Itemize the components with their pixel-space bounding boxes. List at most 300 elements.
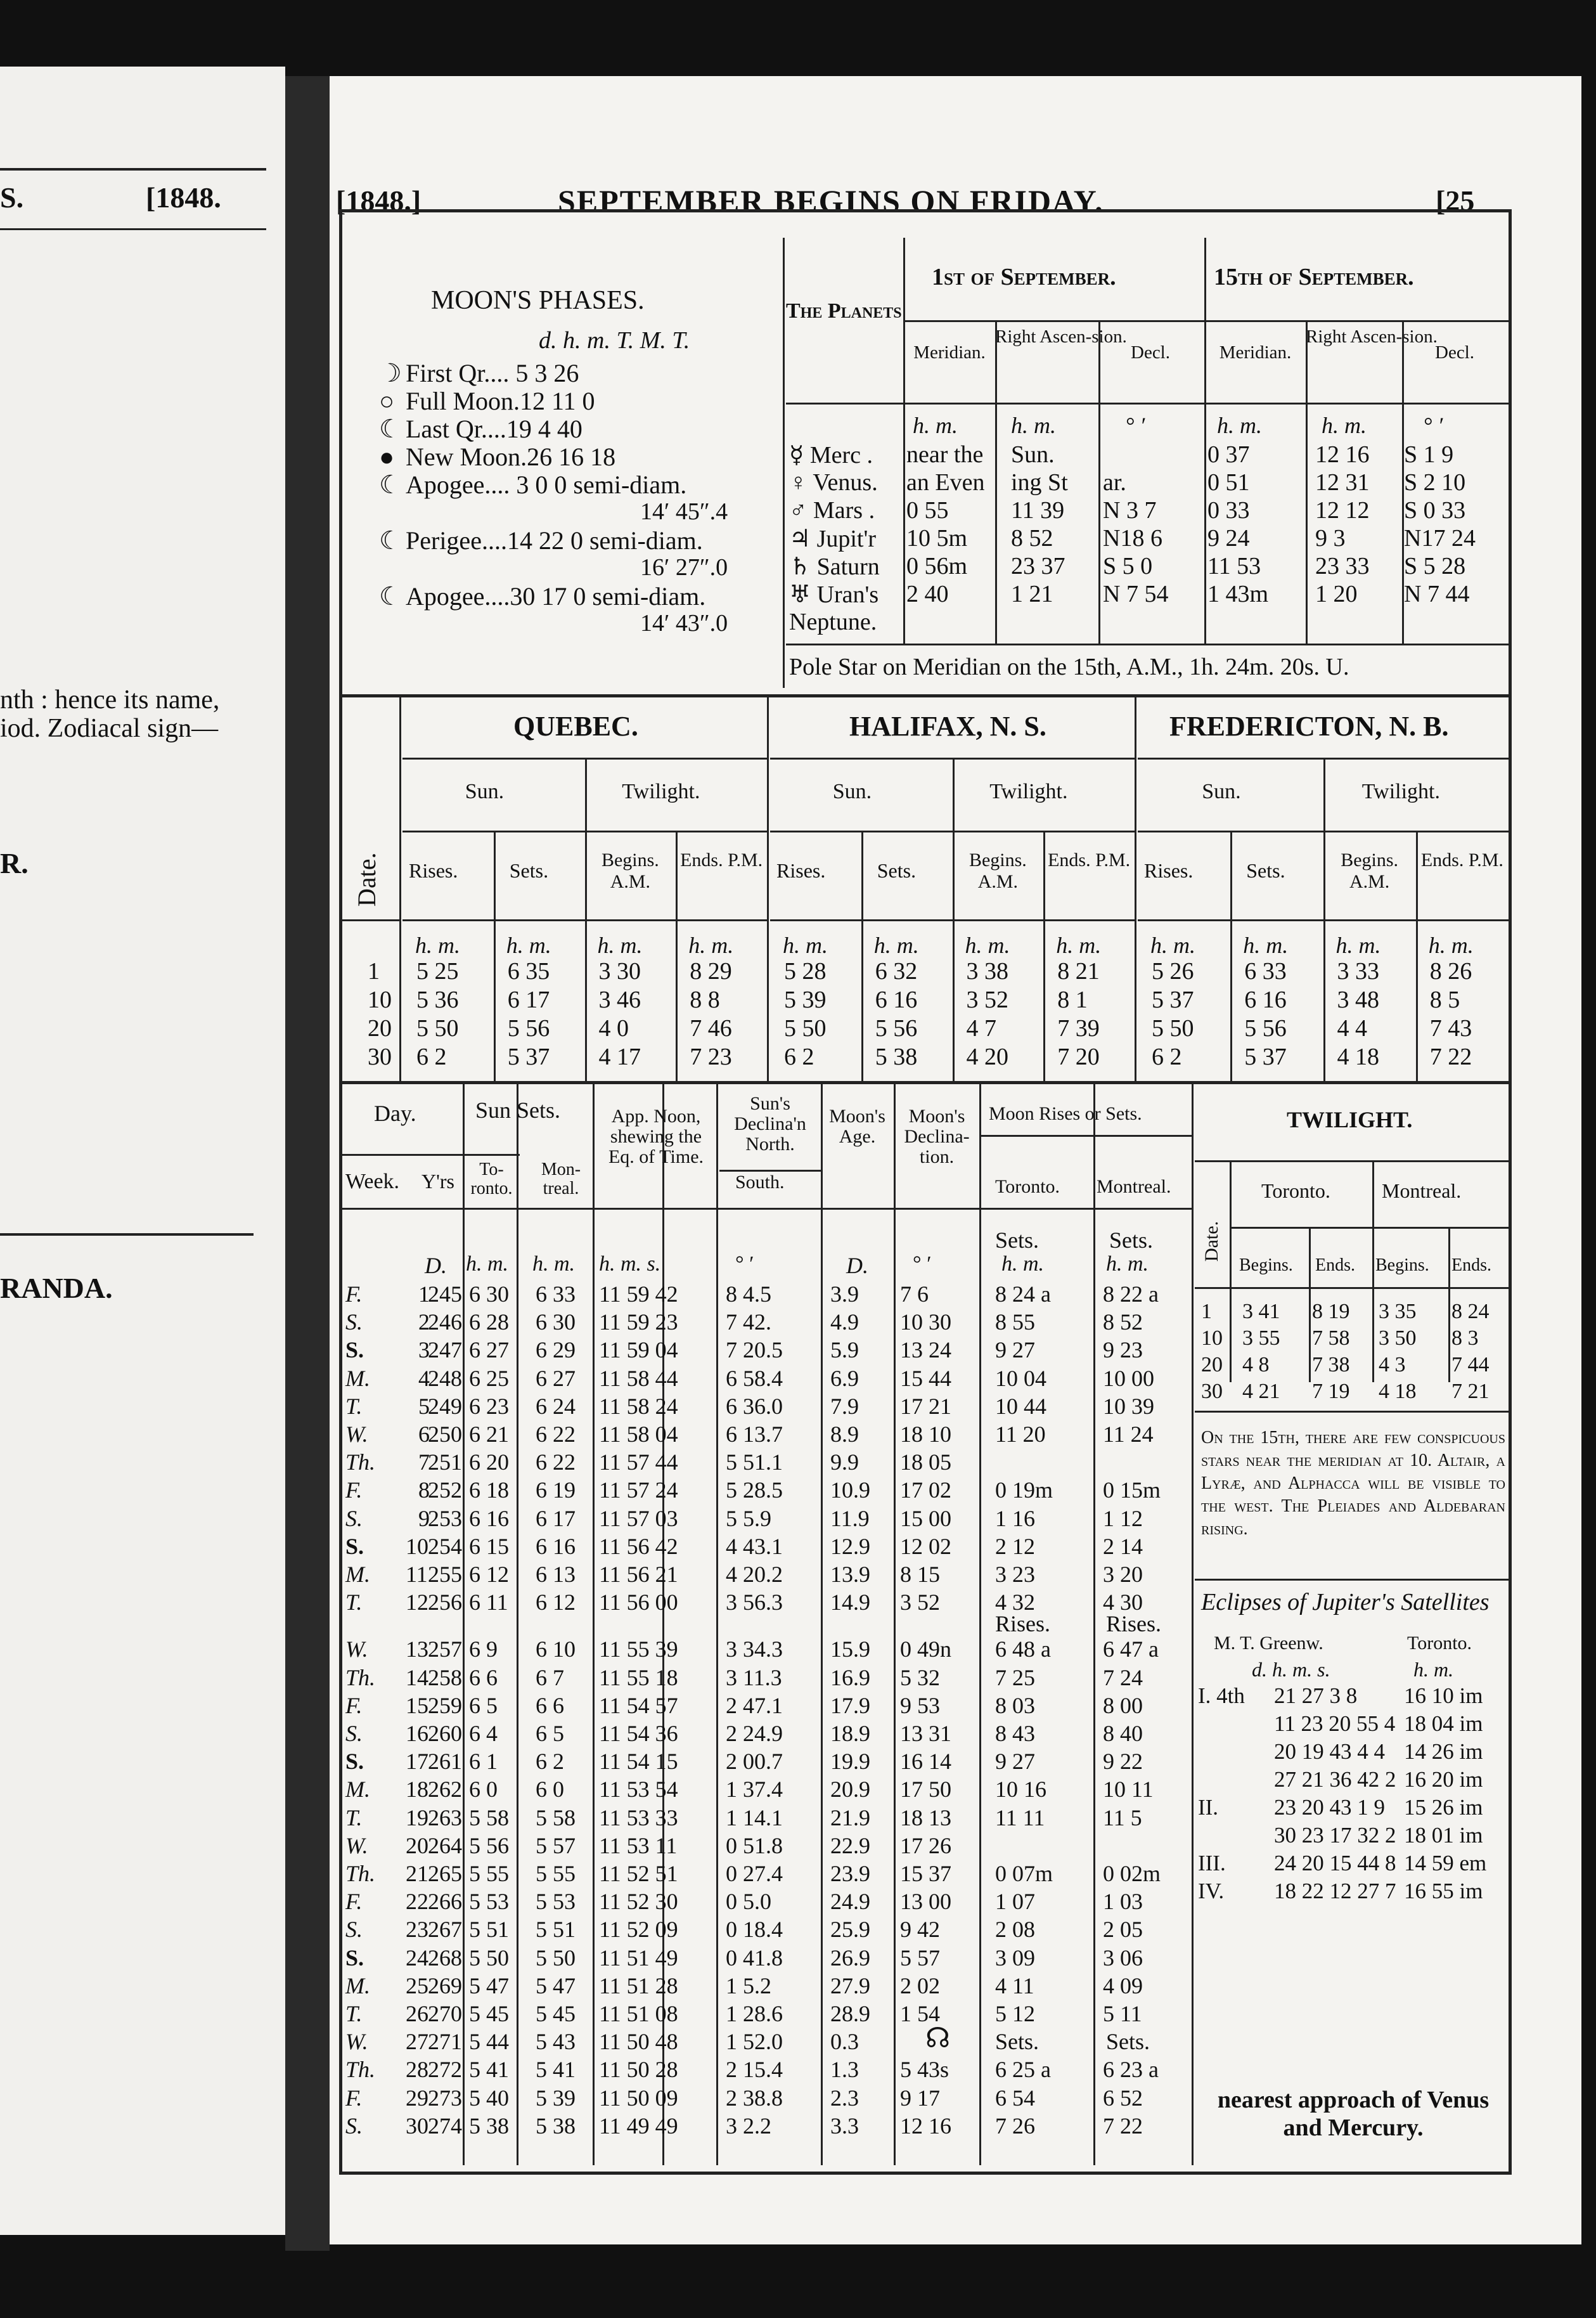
rule-section-2 bbox=[342, 694, 1509, 697]
daily-cell: 6 58.4 bbox=[726, 1365, 783, 1391]
eclipse-toronto: 16 20 im bbox=[1404, 1767, 1483, 1792]
side-begins: Begins. bbox=[1239, 1255, 1293, 1275]
daily-cell: 0 5.0 bbox=[726, 1889, 771, 1915]
node-symbol: ☊ bbox=[925, 2023, 951, 2054]
daily-cell: 13 31 bbox=[900, 1721, 951, 1746]
city-cell: 5 37 bbox=[1152, 987, 1194, 1013]
daily-montreal-header: Mon-treal. bbox=[541, 1160, 581, 1198]
daily-cell: 8 15 bbox=[900, 1562, 940, 1587]
daily-cell: 9.9 bbox=[830, 1449, 859, 1475]
daily-cell: 6 13.7 bbox=[726, 1421, 783, 1447]
daily-cell: F. bbox=[345, 1692, 363, 1718]
daily-moonrs-header: Moon Rises or Sets. bbox=[989, 1103, 1142, 1124]
city-begins: Begins. A.M. bbox=[969, 850, 1027, 892]
daily-cell: S. bbox=[345, 1337, 364, 1363]
side-col-2 bbox=[1448, 1227, 1450, 1382]
city-date: 20 bbox=[368, 1015, 392, 1042]
daily-cell: 6 6 bbox=[469, 1664, 498, 1690]
daily-cell: 12 bbox=[406, 1590, 428, 1615]
city-rises: Rises. bbox=[409, 859, 458, 882]
city-cell: 5 56 bbox=[1244, 1015, 1287, 1042]
daily-right-divider bbox=[1192, 1081, 1194, 2165]
city-sets: Sets. bbox=[509, 859, 549, 882]
left-page bbox=[0, 67, 285, 2235]
planet-sept1-cell: ing St bbox=[1011, 469, 1068, 496]
daily-cell: 1 37.4 bbox=[726, 1777, 783, 1803]
eclipse-units2: h. m. bbox=[1413, 1658, 1454, 1681]
daily-cell: 266 bbox=[428, 1889, 462, 1915]
moon-phases-units: d. h. m. T. M. T. bbox=[539, 327, 690, 354]
daily-cell: 7 25 bbox=[995, 1664, 1035, 1690]
city-head-rule bbox=[402, 919, 767, 921]
city-cell: 5 50 bbox=[416, 1015, 459, 1042]
eclipse-toronto: 14 26 im bbox=[1404, 1739, 1483, 1764]
city-cell: 8 5 bbox=[1429, 987, 1460, 1013]
daily-cell: 3 20 bbox=[1103, 1562, 1143, 1587]
daily-cell: 1 28.6 bbox=[726, 2001, 783, 2026]
daily-cell: 11 50 48 bbox=[599, 2029, 678, 2055]
daily-cell: 246 bbox=[428, 1309, 462, 1335]
daily-cell: 6 52 bbox=[1103, 2085, 1143, 2111]
side-twilight-cell: 8 3 bbox=[1451, 1326, 1479, 1350]
daily-cell: W. bbox=[345, 1421, 368, 1447]
daily-head-rule-1 bbox=[342, 1154, 520, 1156]
date-head-rule bbox=[342, 919, 399, 921]
planet-sept1-cell: 2 40 bbox=[906, 581, 949, 607]
sept1-label: 1st of September. bbox=[932, 264, 1116, 290]
daily-cell: 6 13 bbox=[536, 1562, 576, 1587]
daily-cell: 8 43 bbox=[995, 1721, 1035, 1746]
moon-phase-symbol: ○ bbox=[379, 387, 395, 415]
col-meridian-1: Meridian. bbox=[913, 342, 986, 363]
daily-cell: 21 bbox=[406, 1861, 428, 1886]
side-ends-2: Ends. bbox=[1451, 1255, 1491, 1275]
daily-cell: 26 bbox=[406, 2001, 428, 2026]
side-twilight-cell: 8 19 bbox=[1312, 1300, 1350, 1323]
eclipse-sat: II. bbox=[1198, 1795, 1219, 1820]
daily-cell: 254 bbox=[428, 1533, 462, 1559]
daily-cell: 8 52 bbox=[1103, 1309, 1143, 1335]
daily-sets-label: Sets. bbox=[995, 1227, 1039, 1253]
city-hm: h. m. bbox=[965, 933, 1010, 958]
col-ra-2: Right Ascen-sion. bbox=[1306, 327, 1438, 347]
city-col-divider bbox=[676, 831, 678, 1081]
eclipse-toronto: 18 04 im bbox=[1404, 1711, 1483, 1736]
daily-col bbox=[593, 1081, 595, 2165]
city-hm: h. m. bbox=[688, 933, 734, 958]
side-montreal: Montreal. bbox=[1382, 1179, 1462, 1202]
city-date: 1 bbox=[368, 958, 380, 985]
daily-cell: 5 41 bbox=[469, 2057, 509, 2083]
daily-cell: 5 38 bbox=[469, 2113, 509, 2139]
daily-cell: 260 bbox=[428, 1721, 462, 1746]
city-col-divider bbox=[1043, 831, 1045, 1081]
planet-sept15-cell: 1 20 bbox=[1315, 581, 1358, 607]
daily-cell: 0 15m bbox=[1103, 1477, 1161, 1503]
daily-cell: 1 12 bbox=[1103, 1505, 1143, 1531]
daily-cell: 10 00 bbox=[1103, 1365, 1154, 1391]
daily-unit-d2: D. bbox=[846, 1253, 868, 1278]
daily-cell: 28 bbox=[406, 2057, 428, 2083]
city-hm: h. m. bbox=[1150, 933, 1195, 958]
daily-cell: 23.9 bbox=[830, 1861, 870, 1886]
daily-cell: 6 36.0 bbox=[726, 1393, 783, 1419]
left-r-label: R. bbox=[0, 847, 29, 879]
daily-cell: 265 bbox=[428, 1861, 462, 1886]
city-col-divider bbox=[494, 831, 496, 1081]
daily-cell: 3 06 bbox=[1103, 1945, 1143, 1971]
planet-sept1-cell: N 7 54 bbox=[1103, 581, 1169, 607]
moon-phase-row: First Qr.... 5 3 26 bbox=[406, 359, 579, 387]
moon-phase-row: Perigee....14 22 0 semi-diam. bbox=[406, 526, 703, 555]
planet-name: Neptune. bbox=[789, 609, 877, 635]
daily-cell: 6 23 bbox=[469, 1393, 509, 1419]
daily-cell: 12 02 bbox=[900, 1533, 951, 1559]
daily-cell: 1 5.2 bbox=[726, 1972, 771, 1998]
side-twilight-cell: 3 55 bbox=[1242, 1326, 1280, 1350]
daily-cell: 22 bbox=[406, 1889, 428, 1915]
daily-cell: 247 bbox=[428, 1337, 462, 1363]
daily-cell: 11 5 bbox=[1103, 1804, 1142, 1830]
daily-moonage-header: Moon's Age. bbox=[829, 1106, 885, 1147]
daily-sets-label-2: Sets. bbox=[1109, 1227, 1154, 1253]
side-twilight-cell: 1 bbox=[1201, 1300, 1212, 1323]
daily-cell: 11 51 49 bbox=[599, 1945, 678, 1971]
daily-cell: 6 21 bbox=[469, 1421, 509, 1447]
div-p2 bbox=[1098, 320, 1100, 644]
city-date: 10 bbox=[368, 987, 392, 1013]
daily-cell: 5 53 bbox=[536, 1889, 576, 1915]
daily-cell: T. bbox=[345, 1393, 363, 1419]
daily-cell: 5 58 bbox=[536, 1804, 576, 1830]
side-date-label: Date. bbox=[1201, 1221, 1222, 1262]
city-ends: Ends. P.M. bbox=[1048, 850, 1131, 871]
daily-cell: 29 bbox=[406, 2085, 428, 2111]
daily-rises-label-2: Rises. bbox=[1106, 1611, 1162, 1637]
eclipse-toronto: 16 55 im bbox=[1404, 1879, 1483, 1903]
daily-cell: 18 05 bbox=[900, 1449, 951, 1475]
col-decl-2: Decl. bbox=[1435, 342, 1474, 363]
city-hm: h. m. bbox=[415, 933, 460, 958]
side-rule-5 bbox=[1195, 1579, 1509, 1581]
daily-cell: 0 51.8 bbox=[726, 1832, 783, 1858]
city-cell: 5 37 bbox=[1244, 1044, 1287, 1070]
daily-cell: 6 22 bbox=[536, 1421, 576, 1447]
daily-cell: 22.9 bbox=[830, 1832, 870, 1858]
daily-cell: 273 bbox=[428, 2085, 462, 2111]
moon-phase-symbol: ☾ bbox=[379, 526, 402, 555]
daily-cell: 5 55 bbox=[469, 1861, 509, 1886]
city-cell: 6 33 bbox=[1244, 958, 1287, 985]
daily-cell: 11 54 57 bbox=[599, 1692, 678, 1718]
city-cell: 6 2 bbox=[416, 1044, 447, 1070]
left-header-year: [1848. bbox=[146, 181, 221, 214]
eclipse-toronto: 15 26 im bbox=[1404, 1795, 1483, 1820]
daily-cell: 17 26 bbox=[900, 1832, 951, 1858]
planet-sept15-cell: N17 24 bbox=[1404, 525, 1476, 552]
daily-cell: 6 5 bbox=[469, 1692, 498, 1718]
daily-unit-deg: ° ′ bbox=[735, 1252, 754, 1276]
daily-cell: 11 50 28 bbox=[599, 2057, 678, 2083]
side-rule-1 bbox=[1195, 1160, 1509, 1162]
city-hm: h. m. bbox=[1428, 933, 1474, 958]
daily-cell: 11 59 04 bbox=[599, 1337, 678, 1363]
daily-cell: 5 51.1 bbox=[726, 1449, 783, 1475]
left-rule bbox=[0, 168, 266, 171]
daily-cell: S. bbox=[345, 1721, 363, 1746]
daily-cell: 17 50 bbox=[900, 1777, 951, 1803]
daily-cell: 1 16 bbox=[995, 1505, 1035, 1531]
eclipse-time: 24 20 15 44 8 bbox=[1274, 1851, 1396, 1875]
daily-cell: 28.9 bbox=[830, 2001, 870, 2026]
divider-moon-planets bbox=[783, 238, 785, 688]
planet-unit: h. m. bbox=[1322, 413, 1367, 438]
city-cell: 4 4 bbox=[1337, 1015, 1367, 1042]
daily-cell: 7 24 bbox=[1103, 1664, 1143, 1690]
daily-cell: 5 45 bbox=[469, 2001, 509, 2026]
daily-cell: 7 42. bbox=[726, 1309, 771, 1335]
daily-cell: 272 bbox=[428, 2057, 462, 2083]
daily-cell: 11 55 18 bbox=[599, 1664, 678, 1690]
daily-cell: 6 25 a bbox=[995, 2057, 1051, 2083]
city-cell: 4 0 bbox=[598, 1015, 629, 1042]
planet-name: ♀ Venus. bbox=[789, 469, 878, 496]
planet-sept1-cell: 11 39 bbox=[1011, 497, 1065, 524]
daily-cell: 24 bbox=[406, 1945, 428, 1971]
daily-cell: 269 bbox=[428, 1972, 462, 1998]
divider-sept bbox=[1204, 238, 1206, 644]
daily-cell: 10 39 bbox=[1103, 1393, 1154, 1419]
planet-sept15-cell: 1 43m bbox=[1207, 581, 1269, 607]
daily-cell: 13.9 bbox=[830, 1562, 870, 1587]
planet-sept1-cell: N 3 7 bbox=[1103, 497, 1157, 524]
daily-cell: 6 30 bbox=[536, 1309, 576, 1335]
daily-cell: 25.9 bbox=[830, 1917, 870, 1943]
daily-cell: 10 04 bbox=[995, 1365, 1046, 1391]
daily-cell: 6 10 bbox=[536, 1636, 576, 1662]
daily-cell: 4.9 bbox=[830, 1309, 859, 1335]
daily-cell: 6 27 bbox=[469, 1337, 509, 1363]
city-sets: Sets. bbox=[1246, 859, 1285, 882]
daily-cell: 18 bbox=[406, 1777, 428, 1803]
daily-cell: 11.9 bbox=[830, 1505, 870, 1531]
daily-cell: 5 40 bbox=[469, 2085, 509, 2111]
daily-sets-label-4: Sets. bbox=[1106, 2029, 1150, 2055]
eclipse-time: 18 22 12 27 7 bbox=[1274, 1879, 1396, 1903]
eclipse-toronto: 14 59 em bbox=[1404, 1851, 1487, 1875]
city-cell: 8 1 bbox=[1057, 987, 1088, 1013]
daily-cell: 11 59 23 bbox=[599, 1309, 678, 1335]
moon-phase-symbol: ☽ bbox=[379, 359, 402, 387]
daily-cell: 6 12 bbox=[536, 1590, 576, 1615]
planet-sept15-cell: 0 51 bbox=[1207, 469, 1250, 496]
daily-cell: 6 54 bbox=[995, 2085, 1035, 2111]
daily-cell: 27.9 bbox=[830, 1972, 870, 1998]
daily-cell: 3 2.2 bbox=[726, 2113, 771, 2139]
daily-cell: 2 05 bbox=[1103, 1917, 1143, 1943]
city-hm: h. m. bbox=[1243, 933, 1289, 958]
eclipse-col2: Toronto. bbox=[1407, 1633, 1472, 1654]
planet-sept15-cell: 12 12 bbox=[1315, 497, 1370, 524]
moon-phase-symbol: ● bbox=[379, 443, 395, 471]
daily-cell: 5 50 bbox=[469, 1945, 509, 1971]
city-cell: 5 39 bbox=[784, 987, 827, 1013]
daily-cell: 19.9 bbox=[830, 1749, 870, 1775]
moon-phase-symbol: ☾ bbox=[379, 415, 402, 443]
daily-cell: 12.9 bbox=[830, 1533, 870, 1559]
daily-cell: 3 bbox=[418, 1337, 430, 1363]
daily-cell: 11 54 36 bbox=[599, 1721, 678, 1746]
daily-unit-hm: h. m. bbox=[466, 1252, 509, 1276]
eclipse-toronto: 16 10 im bbox=[1404, 1683, 1483, 1708]
city-cell: 7 46 bbox=[690, 1015, 732, 1042]
daily-cell: 5 57 bbox=[536, 1832, 576, 1858]
daily-cell: 11 53 33 bbox=[599, 1804, 678, 1830]
side-rule-2 bbox=[1230, 1227, 1509, 1229]
city-col-divider bbox=[861, 831, 863, 1081]
daily-cell: 261 bbox=[428, 1749, 462, 1775]
daily-cell: 6 24 bbox=[536, 1393, 576, 1419]
daily-cell: 0 18.4 bbox=[726, 1917, 783, 1943]
daily-cell: 6 30 bbox=[469, 1281, 509, 1307]
daily-cell: 8 40 bbox=[1103, 1721, 1143, 1746]
city-hm: h. m. bbox=[873, 933, 919, 958]
eclipse-units1: d. h. m. s. bbox=[1252, 1658, 1330, 1681]
daily-cell: 10 bbox=[406, 1533, 428, 1559]
daily-cell: 18.9 bbox=[830, 1721, 870, 1746]
daily-cell: 27 bbox=[406, 2029, 428, 2055]
daily-cell: S. bbox=[345, 1505, 363, 1531]
daily-cell: 6 23 a bbox=[1103, 2057, 1159, 2083]
daily-cell: 2 00.7 bbox=[726, 1749, 783, 1775]
city-cell: 3 38 bbox=[966, 958, 1008, 985]
daily-cell: 9 53 bbox=[900, 1692, 940, 1718]
side-twilight-cell: 4 18 bbox=[1379, 1380, 1417, 1403]
planet-sept1-cell: 10 5m bbox=[906, 525, 968, 552]
div-p3 bbox=[1306, 320, 1308, 644]
daily-cell: 268 bbox=[428, 1945, 462, 1971]
moon-phase-row: Last Qr....19 4 40 bbox=[406, 415, 582, 443]
daily-cell: 16 bbox=[406, 1721, 428, 1746]
daily-cell: 3 23 bbox=[995, 1562, 1035, 1587]
daily-cell: 4 32 bbox=[995, 1590, 1035, 1615]
daily-unit-hm3: h. m. bbox=[1001, 1252, 1045, 1276]
city-cell: 5 56 bbox=[507, 1015, 550, 1042]
date-divider bbox=[399, 694, 401, 1081]
planet-sept15-cell: 9 24 bbox=[1207, 525, 1250, 552]
daily-cell: W. bbox=[345, 1832, 368, 1858]
daily-cell: 6 33 bbox=[536, 1281, 576, 1307]
eclipse-time: 11 23 20 55 4 bbox=[1274, 1711, 1396, 1736]
city-sub-rule bbox=[402, 831, 767, 832]
daily-cell: 11 59 42 bbox=[599, 1281, 678, 1307]
daily-cell: 6 1 bbox=[469, 1749, 498, 1775]
daily-cell: 7 bbox=[418, 1449, 430, 1475]
col-meridian-2: Meridian. bbox=[1219, 342, 1292, 363]
daily-sets-label-3: Sets. bbox=[995, 2029, 1039, 2055]
city-date: 30 bbox=[368, 1044, 392, 1070]
daily-rises-label: Rises. bbox=[995, 1611, 1051, 1637]
daily-cell: 7 20.5 bbox=[726, 1337, 783, 1363]
daily-cell: 3 11.3 bbox=[726, 1664, 782, 1690]
planet-sept15-cell: 12 16 bbox=[1315, 441, 1370, 468]
daily-cell: 11 57 24 bbox=[599, 1477, 678, 1503]
daily-cell: 5 11 bbox=[1103, 2001, 1142, 2026]
daily-cell: 11 54 15 bbox=[599, 1749, 678, 1775]
daily-cell: 20.9 bbox=[830, 1777, 870, 1803]
city-hm: h. m. bbox=[597, 933, 643, 958]
daily-cell: 2 bbox=[418, 1309, 430, 1335]
daily-cell: 7 22 bbox=[1103, 2113, 1143, 2139]
daily-cell: 2 24.9 bbox=[726, 1721, 783, 1746]
daily-cell: 11 11 bbox=[995, 1804, 1045, 1830]
city-name: QUEBEC. bbox=[513, 711, 638, 742]
daily-cell: 4 11 bbox=[995, 1972, 1034, 1998]
eclipse-time: 30 23 17 32 2 bbox=[1274, 1823, 1396, 1848]
daily-cell: S. bbox=[345, 1533, 364, 1559]
daily-cell: S. bbox=[345, 1749, 364, 1775]
daily-cell: 11 56 42 bbox=[599, 1533, 678, 1559]
eclipse-time: 23 20 43 1 9 bbox=[1274, 1795, 1385, 1820]
city-sets: Sets. bbox=[877, 859, 917, 882]
daily-cell: 5 41 bbox=[536, 2057, 576, 2083]
daily-cell: Th. bbox=[345, 2057, 376, 2083]
side-toronto: Toronto. bbox=[1261, 1179, 1330, 1202]
daily-cell: F. bbox=[345, 1889, 363, 1915]
side-twilight-cell: 3 41 bbox=[1242, 1300, 1280, 1323]
planets-title: The Planets bbox=[786, 299, 902, 323]
daily-cell: 5 57 bbox=[900, 1945, 940, 1971]
daily-cell: 8 4.5 bbox=[726, 1281, 771, 1307]
daily-cell: 6 15 bbox=[469, 1533, 509, 1559]
city-cell: 6 16 bbox=[1244, 987, 1287, 1013]
city-divider bbox=[1135, 694, 1136, 1081]
daily-cell: 9 bbox=[418, 1505, 430, 1531]
daily-cell: 1 03 bbox=[1103, 1889, 1143, 1915]
daily-cell: 4 09 bbox=[1103, 1972, 1143, 1998]
daily-cell: F. bbox=[345, 2085, 363, 2111]
daily-cell: 16.9 bbox=[830, 1664, 870, 1690]
daily-cell: 11 56 00 bbox=[599, 1590, 678, 1615]
moon-phase-row: Apogee.... 3 0 0 semi-diam. bbox=[406, 470, 687, 499]
daily-cell: 6 2 bbox=[536, 1749, 564, 1775]
city-cell: 6 2 bbox=[784, 1044, 814, 1070]
left-line-2: iod. Zodiacal sign— bbox=[0, 714, 219, 743]
rule-pole bbox=[786, 644, 1509, 645]
page-title: SEPTEMBER BEGINS ON FRIDAY. bbox=[558, 183, 1104, 219]
daily-cell: 0 41.8 bbox=[726, 1945, 783, 1971]
planet-sept15-cell: S 0 33 bbox=[1404, 497, 1466, 524]
daily-cell: 3.3 bbox=[830, 2113, 859, 2139]
daily-montreal2-header: Montreal. bbox=[1097, 1176, 1171, 1197]
daily-cell: 7.9 bbox=[830, 1393, 859, 1419]
daily-cell: 258 bbox=[428, 1664, 462, 1690]
planet-unit: h. m. bbox=[913, 413, 958, 438]
page-number: [25 bbox=[1436, 185, 1475, 217]
daily-cell: 2 12 bbox=[995, 1533, 1035, 1559]
daily-cell: 1 52.0 bbox=[726, 2029, 783, 2055]
side-twilight-cell: 3 35 bbox=[1379, 1300, 1417, 1323]
city-hm: h. m. bbox=[1335, 933, 1381, 958]
daily-south-header: South. bbox=[735, 1172, 785, 1193]
daily-cell: Th. bbox=[345, 1861, 376, 1886]
daily-toronto2-header: Toronto. bbox=[995, 1176, 1060, 1197]
city-col-divider bbox=[1230, 831, 1232, 1081]
city-hm: h. m. bbox=[783, 933, 828, 958]
daily-cell: S. bbox=[345, 1309, 363, 1335]
page-gutter bbox=[285, 76, 330, 2251]
daily-cell: 5 50 bbox=[536, 1945, 576, 1971]
